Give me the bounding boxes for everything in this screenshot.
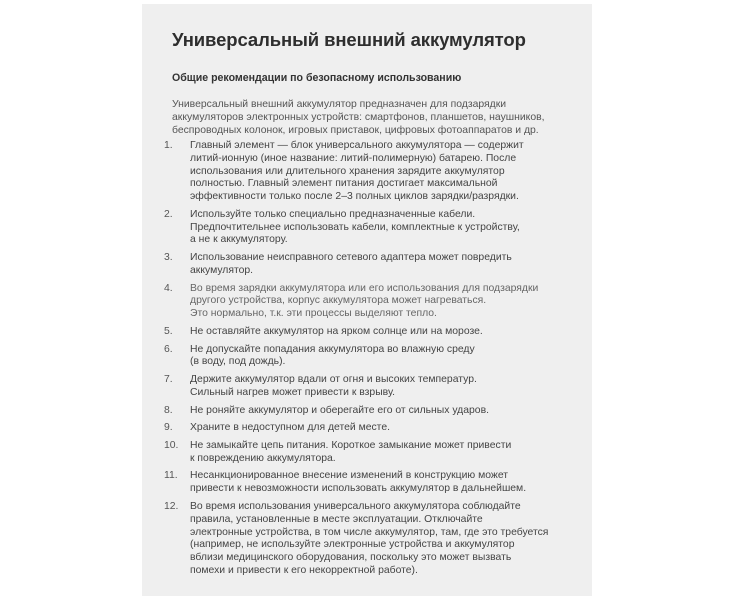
list-item <box>164 374 564 400</box>
item-line: Не допускайте попадания аккумулятора во влажную среду <box>190 343 475 355</box>
item-line: Используйте только специально предназначенные кабели. <box>190 208 476 220</box>
item-line: Главный элемент — блок универсального аккумулятора — содержит <box>190 140 524 151</box>
item-line: электронные устройства, в том числе аккумулятор, там, где это требуется <box>190 526 549 538</box>
item-line: (например, не используйте электронные устройства и аккумулятор <box>190 539 515 551</box>
item-line: а не к аккумулятору. <box>190 234 288 246</box>
item-line: вблизи медицинского оборудования, поскольку это может вызвать <box>190 552 512 564</box>
list-item <box>164 440 564 466</box>
item-line: эффективности только после 2–3 полных циклов зарядки/разрядки. <box>190 191 519 203</box>
item-line: Предпочтительнее использовать кабели, комплектные к устройству, <box>190 221 520 233</box>
document-title: Универсальный внешний аккумулятор <box>172 29 526 50</box>
item-number: 1. <box>164 140 173 151</box>
item-line: литий-ионную (иное название: литий-полимерную) батарею. После <box>190 152 517 164</box>
intro-line: аккумуляторов электронных устройств: смартфонов, планшетов, наушников, <box>172 111 545 123</box>
document-page <box>142 4 592 596</box>
list-item <box>164 501 564 578</box>
list-item <box>164 422 564 435</box>
item-number: 5. <box>164 325 173 337</box>
item-line: Во время использования универсального аккумулятора соблюдайте <box>190 500 521 512</box>
item-line: Держите аккумулятор вдали от огня и высоких температур. <box>190 374 477 386</box>
section-title: Общие рекомендации по безопасному использованию <box>172 72 462 84</box>
item-line: Не замыкайте цепь питания. Короткое замыкание может привести <box>190 439 512 451</box>
list-item <box>164 252 564 278</box>
item-line: Во время зарядки аккумулятора или его использования для подзарядки <box>190 282 539 294</box>
intro-paragraph <box>172 99 545 137</box>
item-line: Это нормально, т.к. эти процессы выделяют тепло. <box>190 308 437 320</box>
list-item <box>164 344 564 370</box>
item-line: полностью. Главный элемент питания достигает максимальной <box>190 178 498 190</box>
list-item <box>164 209 564 247</box>
item-line: Использование неисправного сетевого адаптера может повредить <box>190 252 512 264</box>
item-line: привести к невозможности использовать аккумулятор в дальнейшем. <box>190 483 527 495</box>
item-line: Храните в недоступном для детей месте. <box>190 422 390 434</box>
list-item <box>164 405 564 418</box>
item-number: 11. <box>164 470 178 482</box>
item-number: 3. <box>164 252 173 264</box>
item-line: (в воду, под дождь). <box>190 356 286 368</box>
list-item <box>164 283 564 321</box>
item-number: 7. <box>164 374 173 386</box>
item-line: Не роняйте аккумулятор и оберегайте его от сильных ударов. <box>190 404 489 416</box>
item-line: к повреждению аккумулятора. <box>190 452 336 464</box>
item-line: правила, установленные в месте эксплуатации. Отключайте <box>190 513 483 525</box>
item-number: 6. <box>164 343 173 355</box>
item-number: 4. <box>164 282 173 294</box>
item-line: Несанкционированное внесение изменений в конструкцию может <box>190 470 509 482</box>
intro-line: Универсальный внешний аккумулятор предназначен для подзарядки <box>172 99 507 110</box>
item-number: 8. <box>164 404 173 416</box>
item-number: 9. <box>164 422 173 434</box>
item-number: 12. <box>164 500 179 512</box>
list-item <box>164 326 564 339</box>
item-number: 2. <box>164 208 173 220</box>
intro-line: беспроводных колонок, игровых приставок, цифровых фотоаппаратов и др. <box>172 124 539 136</box>
item-line: Сильный нагрев может привести к взрыву. <box>190 386 396 398</box>
safety-rules-list <box>164 140 564 583</box>
item-line: помехи и привести к его некорректной работе). <box>190 564 418 576</box>
item-line: использования или длительного хранения зарядите аккумулятор <box>190 165 505 177</box>
item-number: 10. <box>164 439 179 451</box>
item-line: Не оставляйте аккумулятор на ярком солнце или на морозе. <box>190 325 483 337</box>
item-line: другого устройства, корпус аккумулятора может нагреваться. <box>190 295 487 307</box>
list-item <box>164 140 564 204</box>
list-item <box>164 470 564 496</box>
item-line: аккумулятор. <box>190 264 254 276</box>
